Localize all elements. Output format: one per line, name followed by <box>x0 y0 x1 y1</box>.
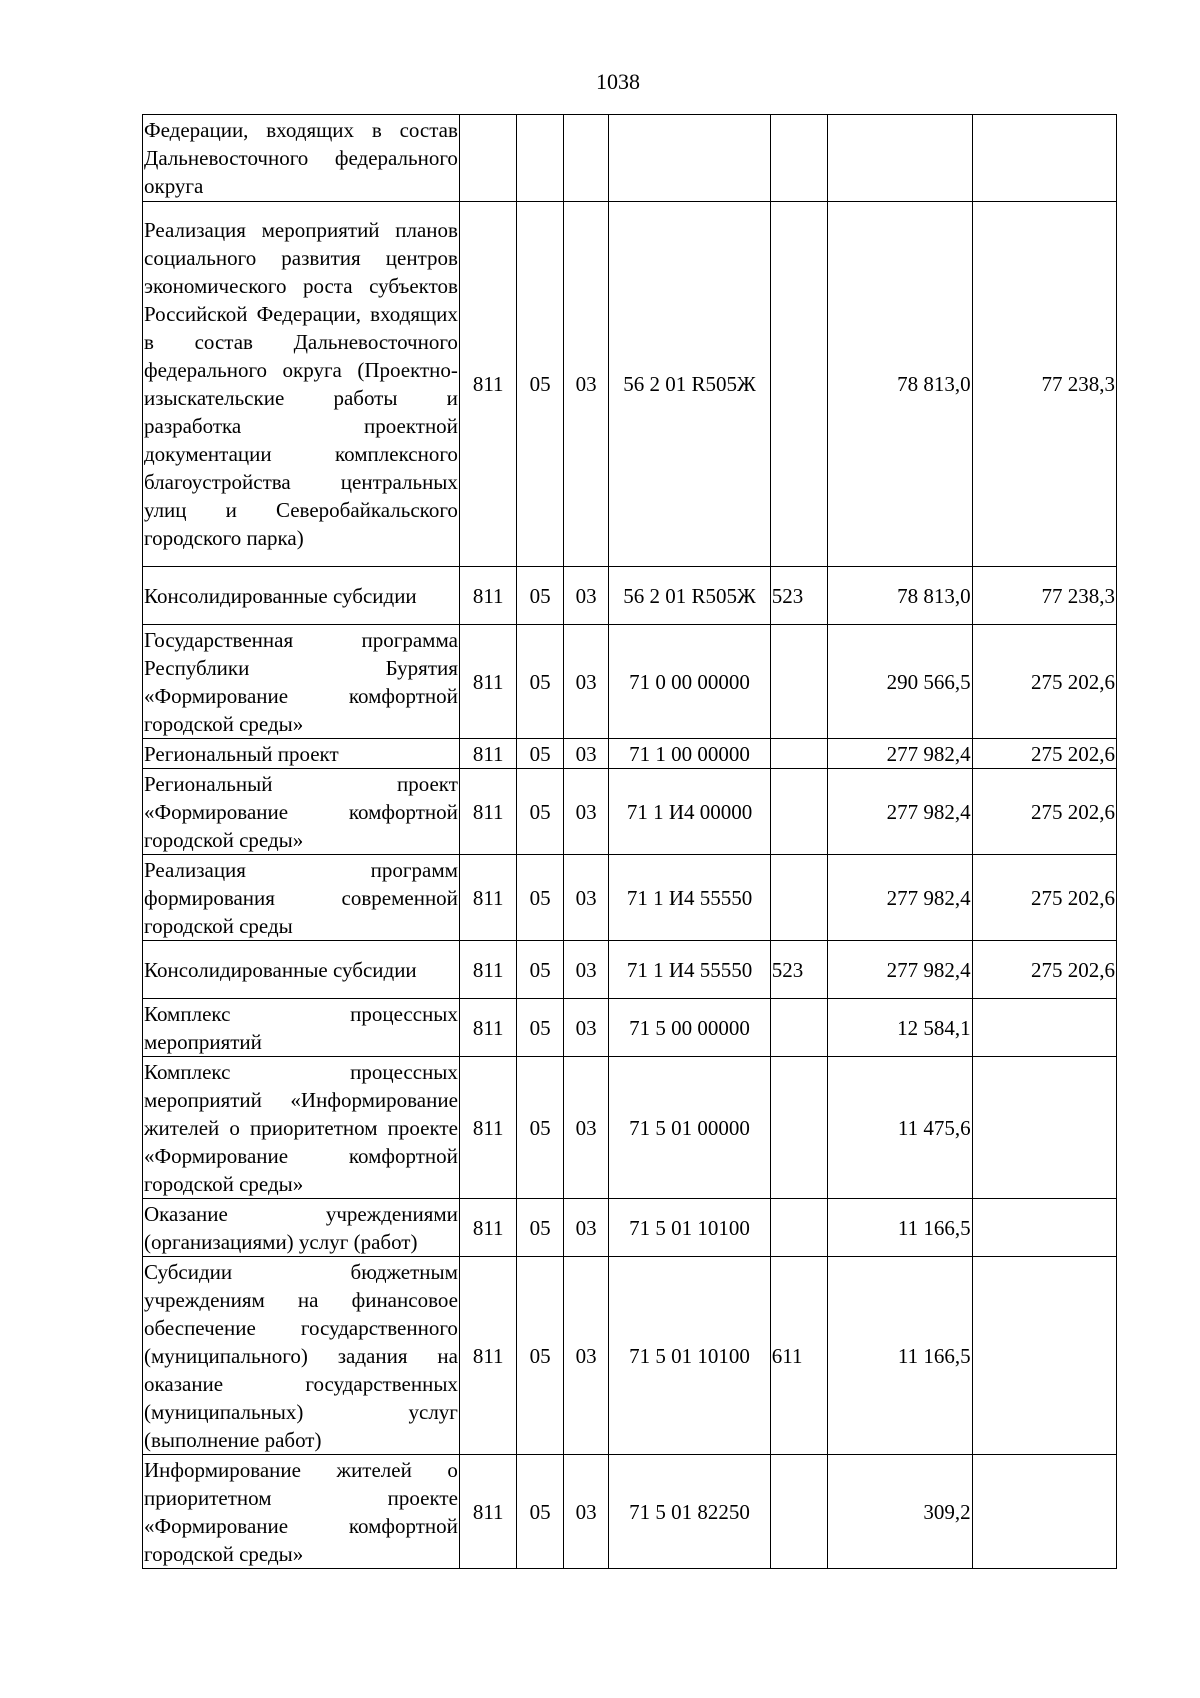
section-cell: 05 <box>517 769 563 855</box>
amount-cell-1: 277 982,4 <box>828 855 972 941</box>
amount-cell-2 <box>972 1057 1116 1199</box>
amount-cell-2 <box>972 1199 1116 1257</box>
amount-cell-2: 275 202,6 <box>972 941 1116 999</box>
target-article-cell: 71 5 01 00000 <box>609 1057 770 1199</box>
table-row <box>143 202 1117 567</box>
section-cell: 05 <box>517 855 563 941</box>
subsection-cell: 03 <box>563 625 608 739</box>
ved-cell: 811 <box>459 1057 517 1199</box>
ved-cell: 811 <box>459 625 517 739</box>
section-cell: 05 <box>517 999 563 1057</box>
expense-type-cell <box>770 202 828 567</box>
expense-type-cell: 523 <box>770 941 828 999</box>
ved-cell <box>459 115 517 202</box>
row-name-cell: Консолидированные субсидии <box>143 941 460 999</box>
table-row <box>143 999 1117 1057</box>
target-article-cell: 56 2 01 R505Ж <box>609 202 770 567</box>
section-cell: 05 <box>517 1199 563 1257</box>
target-article-cell: 71 5 00 00000 <box>609 999 770 1057</box>
expense-type-cell <box>770 1199 828 1257</box>
subsection-cell: 03 <box>563 567 608 625</box>
amount-cell-2: 275 202,6 <box>972 739 1116 769</box>
row-name-cell: Федерации, входящих в состав Дальневосточного федерального округа <box>143 115 460 202</box>
amount-cell-2 <box>972 115 1116 202</box>
table-row <box>143 625 1117 739</box>
expense-type-cell <box>770 769 828 855</box>
section-cell: 05 <box>517 1455 563 1569</box>
section-cell: 05 <box>517 567 563 625</box>
expense-type-cell <box>770 115 828 202</box>
section-cell: 05 <box>517 941 563 999</box>
section-cell: 05 <box>517 1057 563 1199</box>
expense-type-cell <box>770 739 828 769</box>
table-row <box>143 115 1117 202</box>
row-name-cell: Информирование жителей о приоритетном проекте «Формирование комфортной городской среды» <box>143 1455 460 1569</box>
subsection-cell: 03 <box>563 855 608 941</box>
section-cell: 05 <box>517 1257 563 1455</box>
table-row <box>143 1199 1117 1257</box>
section-cell: 05 <box>517 625 563 739</box>
amount-cell-1: 12 584,1 <box>828 999 972 1057</box>
expense-type-cell <box>770 1057 828 1199</box>
ved-cell: 811 <box>459 941 517 999</box>
target-article-cell: 71 1 И4 55550 <box>609 941 770 999</box>
target-article-cell: 71 5 01 10100 <box>609 1199 770 1257</box>
amount-cell-1: 277 982,4 <box>828 739 972 769</box>
amount-cell-1: 277 982,4 <box>828 769 972 855</box>
amount-cell-1: 309,2 <box>828 1455 972 1569</box>
ved-cell: 811 <box>459 202 517 567</box>
expense-type-cell: 523 <box>770 567 828 625</box>
subsection-cell: 03 <box>563 739 608 769</box>
budget-table <box>142 114 1117 1569</box>
section-cell: 05 <box>517 202 563 567</box>
amount-cell-2: 77 238,3 <box>972 567 1116 625</box>
amount-cell-2 <box>972 1257 1116 1455</box>
ved-cell: 811 <box>459 739 517 769</box>
subsection-cell: 03 <box>563 941 608 999</box>
row-name-cell: Комплекс процессных мероприятий <box>143 999 460 1057</box>
row-name-cell: Региональный проект <box>143 739 460 769</box>
subsection-cell: 03 <box>563 1455 608 1569</box>
ved-cell: 811 <box>459 999 517 1057</box>
target-article-cell: 56 2 01 R505Ж <box>609 567 770 625</box>
expense-type-cell <box>770 855 828 941</box>
ved-cell: 811 <box>459 567 517 625</box>
subsection-cell: 03 <box>563 1199 608 1257</box>
amount-cell-1: 78 813,0 <box>828 202 972 567</box>
ved-cell: 811 <box>459 769 517 855</box>
amount-cell-1: 11 166,5 <box>828 1199 972 1257</box>
section-cell: 05 <box>517 739 563 769</box>
subsection-cell: 03 <box>563 1057 608 1199</box>
row-name-cell: Государственная программа Республики Бурятия «Формирование комфортной городской среды» <box>143 625 460 739</box>
table-row <box>143 769 1117 855</box>
amount-cell-2: 275 202,6 <box>972 769 1116 855</box>
table-row <box>143 1455 1117 1569</box>
row-name-cell: Комплекс процессных мероприятий «Информирование жителей о приоритетном проекте «Формирование комфортной городской среды» <box>143 1057 460 1199</box>
target-article-cell: 71 1 И4 00000 <box>609 769 770 855</box>
target-article-cell: 71 1 И4 55550 <box>609 855 770 941</box>
subsection-cell: 03 <box>563 999 608 1057</box>
row-name-cell: Оказание учреждениями (организациями) услуг (работ) <box>143 1199 460 1257</box>
page-number: 1038 <box>596 69 640 94</box>
target-article-cell: 71 1 00 00000 <box>609 739 770 769</box>
amount-cell-1 <box>828 115 972 202</box>
table-row <box>143 1257 1117 1455</box>
table-row <box>143 855 1117 941</box>
ved-cell: 811 <box>459 1199 517 1257</box>
ved-cell: 811 <box>459 855 517 941</box>
ved-cell: 811 <box>459 1257 517 1455</box>
budget-table-body <box>143 115 1117 1569</box>
subsection-cell <box>563 115 608 202</box>
table-row <box>143 941 1117 999</box>
amount-cell-1: 290 566,5 <box>828 625 972 739</box>
expense-type-cell <box>770 999 828 1057</box>
row-name-cell: Региональный проект «Формирование комфортной городской среды» <box>143 769 460 855</box>
expense-type-cell <box>770 625 828 739</box>
subsection-cell: 03 <box>563 202 608 567</box>
row-name-cell: Субсидии бюджетным учреждениям на финансовое обеспечение государственного (муниципального) задания на оказание государственных (муниципальных) услуг (выполнение работ) <box>143 1257 460 1455</box>
amount-cell-2 <box>972 999 1116 1057</box>
table-row <box>143 739 1117 769</box>
target-article-cell: 71 5 01 82250 <box>609 1455 770 1569</box>
row-name-cell: Реализация программ формирования современной городской среды <box>143 855 460 941</box>
amount-cell-2: 77 238,3 <box>972 202 1116 567</box>
expense-type-cell <box>770 1455 828 1569</box>
target-article-cell <box>609 115 770 202</box>
target-article-cell: 71 5 01 10100 <box>609 1257 770 1455</box>
target-article-cell: 71 0 00 00000 <box>609 625 770 739</box>
amount-cell-1: 277 982,4 <box>828 941 972 999</box>
amount-cell-1: 11 166,5 <box>828 1257 972 1455</box>
subsection-cell: 03 <box>563 1257 608 1455</box>
amount-cell-1: 11 475,6 <box>828 1057 972 1199</box>
expense-type-cell: 611 <box>770 1257 828 1455</box>
amount-cell-2 <box>972 1455 1116 1569</box>
subsection-cell: 03 <box>563 769 608 855</box>
amount-cell-2: 275 202,6 <box>972 625 1116 739</box>
table-row <box>143 1057 1117 1199</box>
section-cell <box>517 115 563 202</box>
amount-cell-1: 78 813,0 <box>828 567 972 625</box>
table-row <box>143 567 1117 625</box>
row-name-cell: Реализация мероприятий планов социального развития центров экономического роста субъектов Российской Федерации, входящих в состав Дальневосточного федерального округа (Проектно-изыскательские работы и разработка проектной документации комплексного благоустройства центральных улиц и Северобайкальского городского парка) <box>143 202 460 567</box>
ved-cell: 811 <box>459 1455 517 1569</box>
row-name-cell: Консолидированные субсидии <box>143 567 460 625</box>
amount-cell-2: 275 202,6 <box>972 855 1116 941</box>
